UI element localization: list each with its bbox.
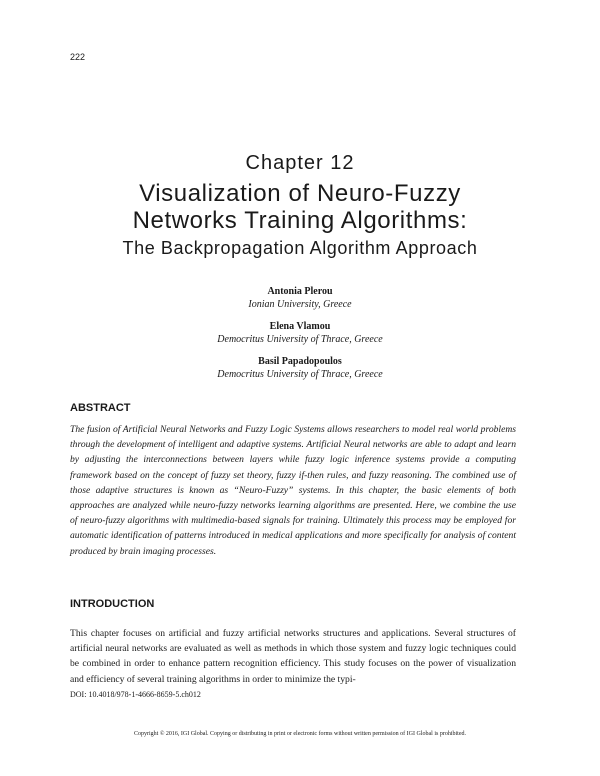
author-block [0, 320, 600, 346]
author-block [0, 355, 600, 381]
abstract-heading: ABSTRACT [70, 402, 131, 414]
author-affiliation: Democritus University of Thrace, Greece [217, 334, 383, 345]
introduction-body: This chapter focuses on artificial and fuzzy artificial networks structures and applications. Several structures of artificial neural networks are evaluated as well as methods in which those system and fuzzy logic techniques could be combined in order to enhance pattern recognition efficiency. This study focuses on the power of visualization and efficiency of several training algorithms in order to minimize the typi- [70, 628, 516, 685]
chapter-label: Chapter 12 [245, 152, 355, 174]
page-number: 222 [70, 52, 86, 62]
author-affiliation: Democritus University of Thrace, Greece [217, 369, 383, 380]
chapter-title-line-1: Visualization of Neuro-Fuzzy [139, 180, 461, 207]
author-name: Basil Papadopoulos [258, 356, 342, 367]
author-block [0, 285, 600, 311]
chapter-title-line-2: Networks Training Algorithms: [132, 207, 468, 234]
author-name: Antonia Plerou [267, 286, 333, 297]
introduction-heading: INTRODUCTION [70, 598, 155, 610]
author-affiliation: Ionian University, Greece [248, 299, 352, 310]
doi-line: DOI: 10.4018/978-1-4666-8659-5.ch012 [70, 690, 201, 699]
chapter-subtitle: The Backpropagation Algorithm Approach [122, 238, 478, 258]
copyright-notice: Copyright © 2016, IGI Global. Copying or distributing in print or electronic forms without written permission of IGI Global is prohibited. [133, 731, 466, 737]
abstract-body: The fusion of Artificial Neural Networks and Fuzzy Logic Systems allows researchers to model real world problems through the development of intelligent and adaptive systems. Artificial Neural networks are able to adapt and learn by adjusting the interconnections between layers while fuzzy logic inference systems provide a computing framework based on the concept of fuzzy set theory, fuzzy if-then rules, and fuzzy reasoning. The combined use of those adaptive structures is known as “Neuro-Fuzzy” systems. In this chapter, the basic elements of both approaches are analyzed while neuro-fuzzy networks learning algorithms are presented. Here, we combine the use of neuro-fuzzy algorithms with multimedia-based signals for training. Ultimately this process may be employed for automatic identification of patterns introduced in medical applications and more specifically for analysis of content produced by brain imaging processes. [70, 424, 516, 557]
author-name: Elena Vlamou [269, 321, 331, 332]
